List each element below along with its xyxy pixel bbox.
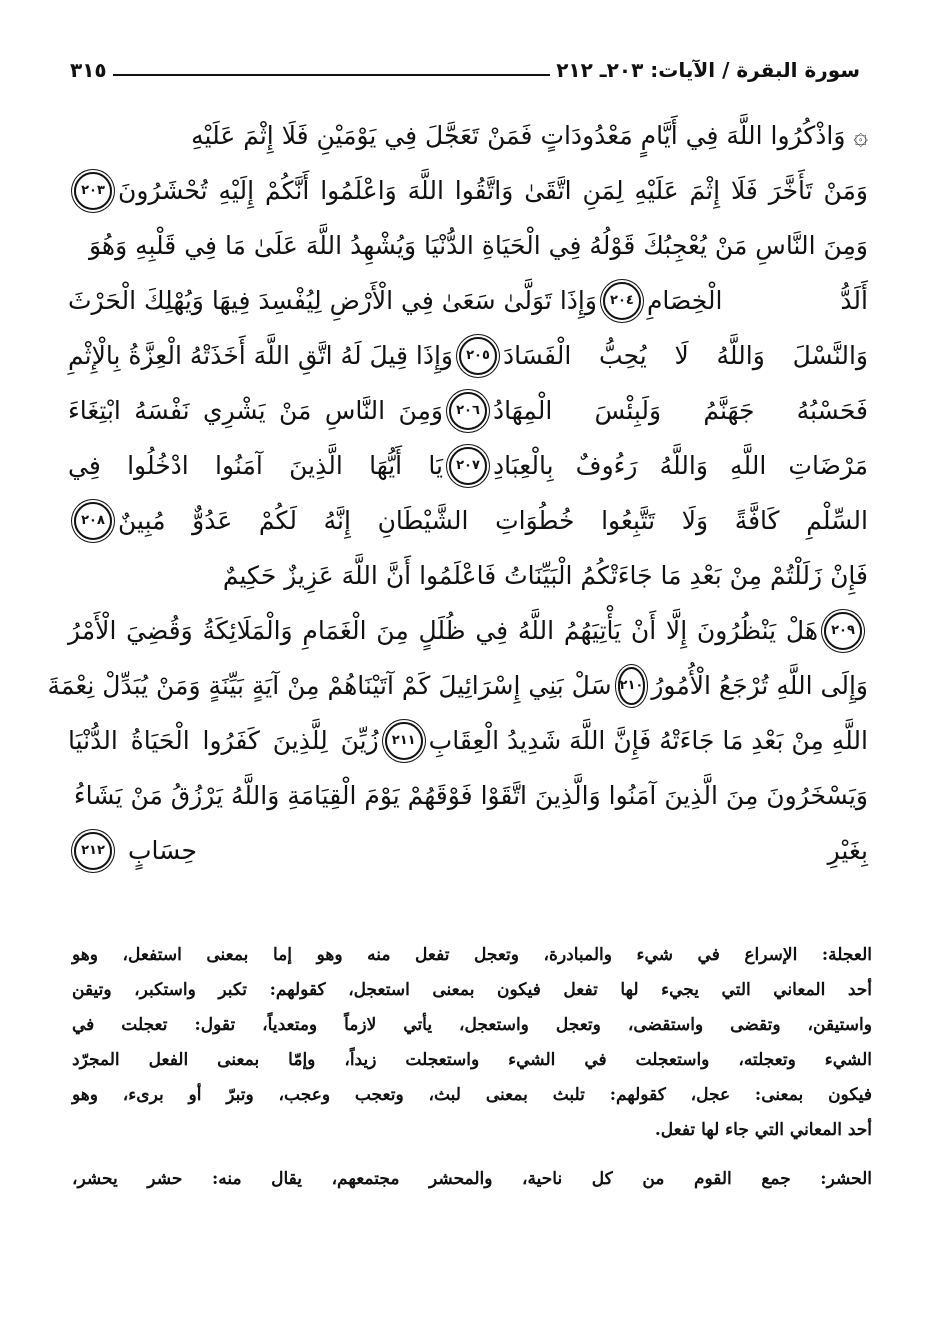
verse-line xyxy=(68,768,868,823)
verse-line xyxy=(68,548,868,603)
commentary-text: الإسراع في شيء والمبادرة، وتعجل تفعل منه وهو إما بمعنى استفعل، وهو xyxy=(72,945,798,965)
verse-line xyxy=(68,163,868,218)
verse-text: هَلْ يَنْظُرُونَ إِلَّا أَنْ يَأْتِيَهُمُ اللَّهُ فِي ظُلَلٍ مِنَ الْغَمَامِ وَالْمَلَائِكَةُ وَقُضِيَ الْأَمْرُ xyxy=(68,616,818,645)
verse-text: ۞ وَاذْكُرُوا اللَّهَ فِي أَيَّامٍ مَعْدُودَاتٍ فَمَنْ تَعَجَّلَ فِي يَوْمَيْنِ فَلَا إِثْمَ عَلَيْهِ xyxy=(191,121,868,150)
commentary-line xyxy=(72,1162,872,1197)
ayah-number-marker: ٢٠٣ xyxy=(74,172,112,210)
verse-text: يَا أَيُّهَا الَّذِينَ آمَنُوا ادْخُلُوا فِي xyxy=(68,451,443,480)
verse-line xyxy=(68,108,868,163)
ayah-number-marker: ٢٠٦ xyxy=(449,392,487,430)
verse-text: وَإِذَا تَوَلَّىٰ سَعَىٰ فِي الْأَرْضِ لِيُفْسِدَ فِيهَا وَيُهْلِكَ الْحَرْثَ xyxy=(68,286,597,315)
commentary-text: جمع القوم من كل ناحية، والمحشر مجتمعهم، يقال منه: حشر يحشر، xyxy=(72,1169,791,1189)
verse-text: فَإِنْ زَلَلْتُمْ مِنْ بَعْدِ مَا جَاءَتْكُمُ الْبَيِّنَاتُ فَاعْلَمُوا أَنَّ اللَّهَ عَزِيزٌ حَكِيمٌ xyxy=(222,561,868,590)
ayah-number-marker: ٢١١ xyxy=(385,722,423,760)
verse-line xyxy=(68,823,868,878)
commentary-text: الشيء وتعجلته، واستعجلت في الشيء واستعجلت زيداً، وإمّا بمعنى الفعل المجرّد xyxy=(72,1050,872,1070)
commentary-term: الحشر: xyxy=(820,1169,872,1189)
ayah-number-marker: ٢٠٩ xyxy=(824,612,862,650)
verse-line xyxy=(68,383,868,438)
verse-line xyxy=(68,438,868,493)
commentary-line xyxy=(72,1078,872,1113)
verse-text: وَإِلَى اللَّهِ تُرْجَعُ الْأُمُورُ xyxy=(651,671,868,700)
commentary-line xyxy=(72,1043,872,1078)
ayah-number-marker: ٢٠٨ xyxy=(74,502,112,540)
verse-text: وَمَنْ تَأَخَّرَ فَلَا إِثْمَ عَلَيْهِ لِمَنِ اتَّقَىٰ وَاتَّقُوا اللَّهَ وَاعْلَمُوا أَنَّكُمْ إِلَيْهِ تُحْشَرُونَ xyxy=(118,176,868,205)
verse-text: اللَّهِ مِنْ بَعْدِ مَا جَاءَتْهُ فَإِنَّ اللَّهَ شَدِيدُ الْعِقَابِ xyxy=(428,726,868,755)
header-rule xyxy=(113,74,551,76)
verse-line xyxy=(68,603,868,658)
commentary-line xyxy=(72,1008,872,1043)
quran-text xyxy=(47,108,868,878)
commentary-text: واستيقن، وتقضى واستقضى، وتعجل واستعجل، يأتي لازماً ومتعدياً، تقول: تعجلت في xyxy=(72,1015,872,1035)
commentary-text: فيكون بمعنى: عجل، كقولهم: تلبث بمعنى لبث، وتعجب وعجب، وتبرّ أو برىء، وهو xyxy=(72,1085,872,1105)
verse-line xyxy=(68,273,868,328)
commentary-text: أحد المعاني التي يجيء لها تفعل فيكون بمعنى استعجل، كقولهم: تكبر واستكبر، وتيقن xyxy=(72,980,872,1000)
page-header xyxy=(70,48,860,82)
ayah-number-marker: ٢٠٤ xyxy=(603,282,641,320)
verse-line xyxy=(68,328,868,383)
verse-text: بِغَيْرِ حِسَابٍ xyxy=(128,836,868,865)
commentary-line xyxy=(72,1113,872,1148)
verse-text: فَحَسْبُهُ جَهَنَّمُ وَلَبِئْسَ الْمِهَادُ xyxy=(493,396,868,425)
verse-text: وَإِذَا قِيلَ لَهُ اتَّقِ اللَّهَ أَخَذَتْهُ الْعِزَّةُ بِالْإِثْمِ xyxy=(68,341,453,370)
ayah-number-marker: ٢١٢ xyxy=(74,832,112,870)
verse-line xyxy=(47,658,868,713)
verse-text: وَمِنَ النَّاسِ مَنْ يَشْرِي نَفْسَهُ ابْتِغَاءَ xyxy=(68,396,443,425)
verse-line xyxy=(68,493,868,548)
page-number: ٣١٥ xyxy=(70,58,107,82)
commentary-line xyxy=(72,938,872,973)
ayah-number-marker: ٢٠٥ xyxy=(459,337,497,375)
commentary-paragraph xyxy=(72,938,872,1148)
verse-text: أَلَدُّ الْخِصَامِ xyxy=(646,286,868,315)
commentary-term: العجلة: xyxy=(821,945,872,965)
verse-text: مَرْضَاتِ اللَّهِ وَاللَّهُ رَءُوفٌ بِالْعِبَادِ xyxy=(493,451,868,480)
verse-text: وَيَسْخَرُونَ مِنَ الَّذِينَ آمَنُوا وَالَّذِينَ اتَّقَوْا فَوْقَهُمْ يَوْمَ الْقِيَامَةِ وَاللَّهُ يَرْزُقُ مَنْ يَشَاءُ xyxy=(73,781,868,810)
ayah-number-marker: ٢٠٧ xyxy=(449,447,487,485)
commentary-text: أحد المعاني التي جاء لها تفعل. xyxy=(654,1120,872,1140)
verse-line xyxy=(68,713,868,768)
commentary-paragraph xyxy=(72,1162,872,1197)
verse-text: السِّلْمِ كَافَّةً وَلَا تَتَّبِعُوا خُطُوَاتِ الشَّيْطَانِ إِنَّهُ لَكُمْ عَدُوٌّ مُبِينٌ xyxy=(118,506,868,535)
verse-line xyxy=(68,218,868,273)
commentary xyxy=(72,938,872,1211)
commentary-line xyxy=(72,973,872,1008)
ayah-number-marker: ٢١٠ xyxy=(618,667,646,705)
surah-title: سورة البقرة / الآيات: ٢٠٣ـ ٢١٢ xyxy=(556,58,860,82)
verse-text: وَمِنَ النَّاسِ مَنْ يُعْجِبُكَ قَوْلُهُ فِي الْحَيَاةِ الدُّنْيَا وَيُشْهِدُ اللَّهَ عَلَىٰ مَا فِي قَلْبِهِ وَهُوَ xyxy=(88,231,868,260)
verse-text: سَلْ بَنِي إِسْرَائِيلَ كَمْ آتَيْنَاهُمْ مِنْ آيَةٍ بَيِّنَةٍ وَمَنْ يُبَدِّلْ نِعْمَةَ xyxy=(47,671,612,700)
verse-text: زُيِّنَ لِلَّذِينَ كَفَرُوا الْحَيَاةُ الدُّنْيَا xyxy=(68,726,379,755)
verse-text: وَالنَّسْلَ وَاللَّهُ لَا يُحِبُّ الْفَسَادَ xyxy=(503,341,868,370)
